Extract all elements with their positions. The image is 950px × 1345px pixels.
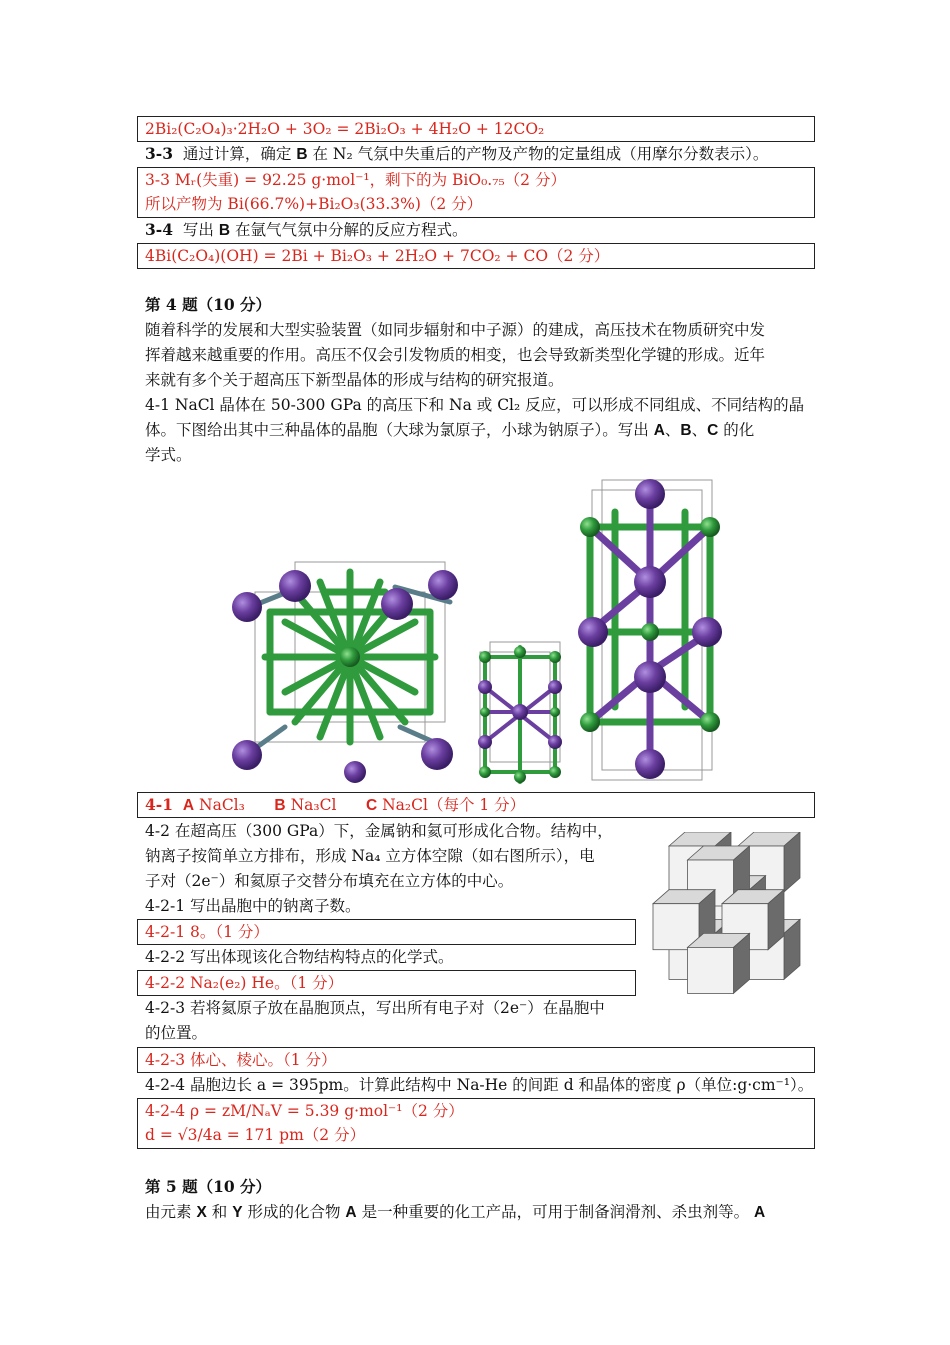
crystal-B <box>478 642 562 783</box>
q4-intro-line2: 挥着越来越重要的作用。高压不仅会引发物质的相变，也会导致新类型化学键的形成。近年 <box>145 346 766 364</box>
q4-1-line3: 学式。 <box>145 446 192 464</box>
q4-2-3-line1: 4-2-3 若将氦原子放在晶胞顶点，写出所有电子对（2e⁻）在晶胞中 <box>145 999 605 1017</box>
question-3-3: 3-3 通过计算，确定 B 在 N₂ 气氛中失重后的产物及产物的定量组成（用摩尔分数表示）。 <box>145 144 769 163</box>
answer-4-2-4-line2: d = √3/4a = 171 pm（2 分） <box>145 1126 366 1144</box>
q4-2-3-line2: 的位置。 <box>145 1024 208 1042</box>
answer-4-2-1: 4-2-1 8。（1 分） <box>145 923 269 941</box>
q4-intro-line1: 随着科学的发展和大型实验装置（如同步辐射和中子源）的建成，高压技术在物质研究中发 <box>145 321 766 339</box>
answer-4-2-4-line1: 4-2-4 ρ = zM/NₐV = 5.39 g·mol⁻¹（2 分） <box>145 1102 464 1120</box>
crystal-C <box>578 479 722 780</box>
question-4-title: 第 4 题（10 分） <box>145 295 272 314</box>
q4-2-line3: 子对（2e⁻）和氦原子交替分布填充在立方体的中心。 <box>145 872 514 890</box>
crystal-structures-figure <box>225 472 725 792</box>
question-3-4: 3-4 写出 B 在氩气气氛中分解的反应方程式。 <box>145 220 468 239</box>
answer-box-4-2-4 <box>137 1098 815 1149</box>
answer-4-2-2: 4-2-2 Na₂(e₂) He。（1 分） <box>145 974 344 992</box>
answer-3-3-line2: 所以产物为 Bi(66.7%)+Bi₂O₃(33.3%)（2 分） <box>145 195 483 213</box>
answer-box-4-2-1 <box>137 919 636 945</box>
q4-2-line2: 钠离子按简单立方排布，形成 Na₄ 立方体空隙（如右图所示），电 <box>145 847 595 865</box>
answer-box-4-2-2 <box>137 970 636 996</box>
q4-2-2: 4-2-2 写出体现该化合物结构特点的化学式。 <box>145 948 454 966</box>
q4-2-line1: 4-2 在超高压（300 GPa）下，金属钠和氦可形成化合物。结构中， <box>145 822 613 840</box>
equation-text: 2Bi₂(C₂O₄)₃·2H₂O + 3O₂ = 2Bi₂O₃ + 4H₂O + 12CO₂ <box>145 120 545 138</box>
answer-box-equation <box>137 116 815 142</box>
answer-box-3-3 <box>137 167 815 218</box>
answer-4-1: 4-1 A NaCl₃ B Na₃Cl C Na₂Cl（每个 1 分） <box>145 795 526 814</box>
q5-line1: 由元素 X 和 Y 形成的化合物 A 是一种重要的化工产品，可用于制备润滑剂、杀虫剂等。 A <box>145 1203 766 1221</box>
answer-3-3-line1: 3-3 Mᵣ(失重) = 92.25 g·mol⁻¹，剩下的为 BiO₀.₇₅（2 分） <box>145 171 566 189</box>
q4-2-4: 4-2-4 晶胞边长 a = 395pm。计算此结构中 Na-He 的间距 d 和晶体的密度 ρ（单位:g·cm⁻¹）。 <box>145 1076 814 1094</box>
answer-box-3-4 <box>137 243 815 269</box>
answer-box-4-1 <box>137 792 815 818</box>
na4-cube-figure <box>645 832 805 1012</box>
answer-box-4-2-3 <box>137 1047 815 1073</box>
q4-1-line2: 体。下图给出其中三种晶体的晶胞（大球为氯原子，小球为钠原子）。写出 A、B、C 的化 <box>145 421 755 439</box>
crystal-A <box>232 562 458 783</box>
q4-1-line1: 4-1 NaCl 晶体在 50-300 GPa 的高压下和 Na 或 Cl₂ 反应，可以形成不同组成、不同结构的晶 <box>145 396 805 414</box>
q4-2-1: 4-2-1 写出晶胞中的钠离子数。 <box>145 897 361 915</box>
question-5-title: 第 5 题（10 分） <box>145 1177 272 1196</box>
cube <box>688 933 750 993</box>
answer-3-4: 4Bi(C₂O₄)(OH) = 2Bi + Bi₂O₃ + 2H₂O + 7CO₂ + CO（2 分） <box>145 247 610 265</box>
q4-intro-line3: 来就有多个关于超高压下新型晶体的形成与结构的研究报道。 <box>145 371 564 389</box>
answer-4-2-3: 4-2-3 体心、棱心。（1 分） <box>145 1051 337 1069</box>
